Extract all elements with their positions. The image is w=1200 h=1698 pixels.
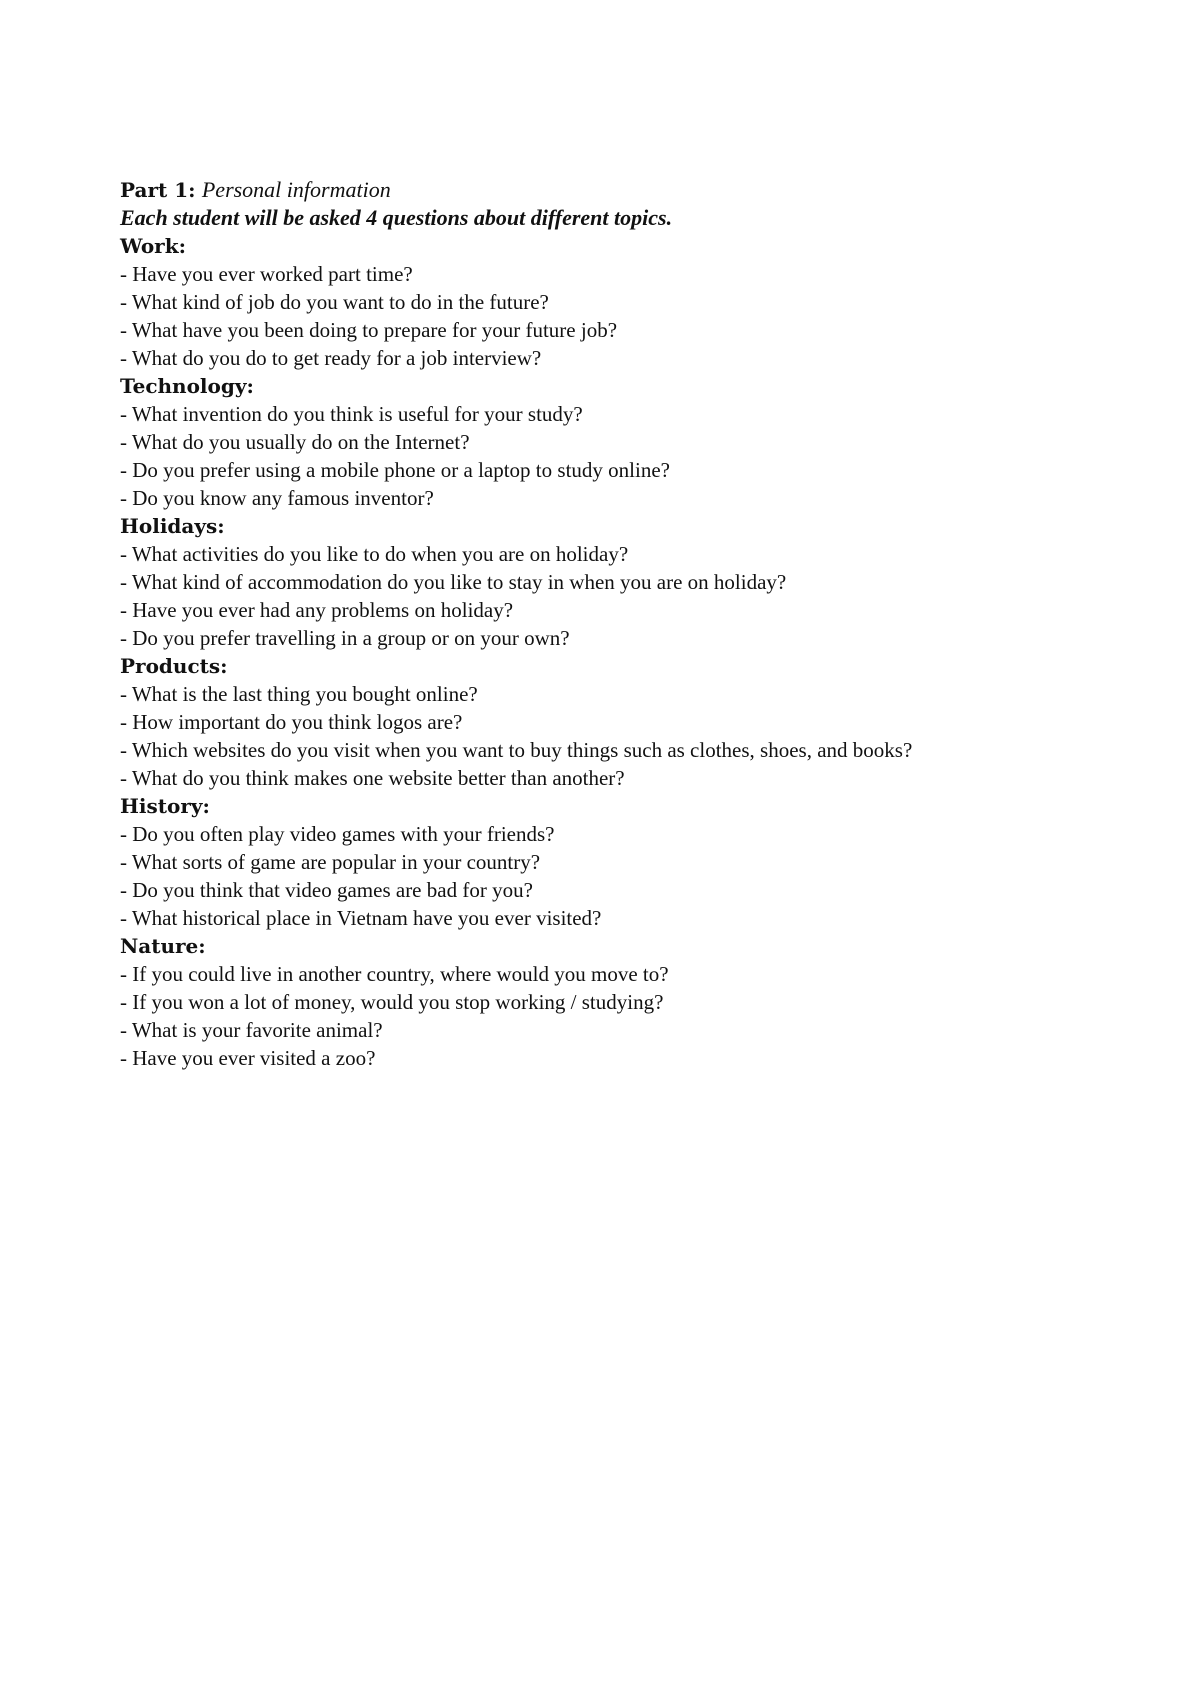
question-item: - Which websites do you visit when you want to buy things such as clothes, shoes, and books? [120,738,913,762]
section-heading-history: History: [120,794,210,818]
question-item: - Have you ever visited a zoo? [120,1046,376,1070]
part-title-subject: Personal information [201,177,391,202]
section-heading-technology: Technology: [120,374,254,398]
question-item: - Do you prefer travelling in a group or on your own? [120,626,570,650]
section-heading-products: Products: [120,654,228,678]
section-heading-holidays: Holidays: [120,514,225,538]
question-item: - What do you think makes one website better than another? [120,766,625,790]
question-item: - What sorts of game are popular in your country? [120,850,541,874]
question-item: - If you could live in another country, where would you move to? [120,962,669,986]
question-item: - What invention do you think is useful for your study? [120,402,583,426]
section-heading-work: Work: [120,234,186,258]
part-title-label: Part 1: [120,178,196,202]
question-item: - What do you usually do on the Internet? [120,430,470,454]
question-item: - Have you ever worked part time? [120,262,413,286]
question-item: - What kind of job do you want to do in the future? [120,290,549,314]
question-item: - Do you think that video games are bad for you? [120,878,533,902]
intro-instruction: Each student will be asked 4 questions about different topics. [120,205,673,230]
question-item: - What is your favorite animal? [120,1018,383,1042]
question-item: - What historical place in Vietnam have you ever visited? [120,906,602,930]
question-item: - What have you been doing to prepare for your future job? [120,318,618,342]
question-item: - What do you do to get ready for a job interview? [120,346,542,370]
part-title [120,176,1080,204]
question-item: - If you won a lot of money, would you stop working / studying? [120,990,664,1014]
question-item: - What activities do you like to do when you are on holiday? [120,542,629,566]
document-body [120,176,1080,1072]
question-item: - What kind of accommodation do you like to stay in when you are on holiday? [120,570,787,594]
question-item: - Do you often play video games with your friends? [120,822,555,846]
question-item: - Do you prefer using a mobile phone or a laptop to study online? [120,458,670,482]
question-item: - How important do you think logos are? [120,710,463,734]
question-item: - Have you ever had any problems on holiday? [120,598,514,622]
section-heading-nature: Nature: [120,934,206,958]
question-item: - What is the last thing you bought online? [120,682,478,706]
question-item: - Do you know any famous inventor? [120,486,434,510]
